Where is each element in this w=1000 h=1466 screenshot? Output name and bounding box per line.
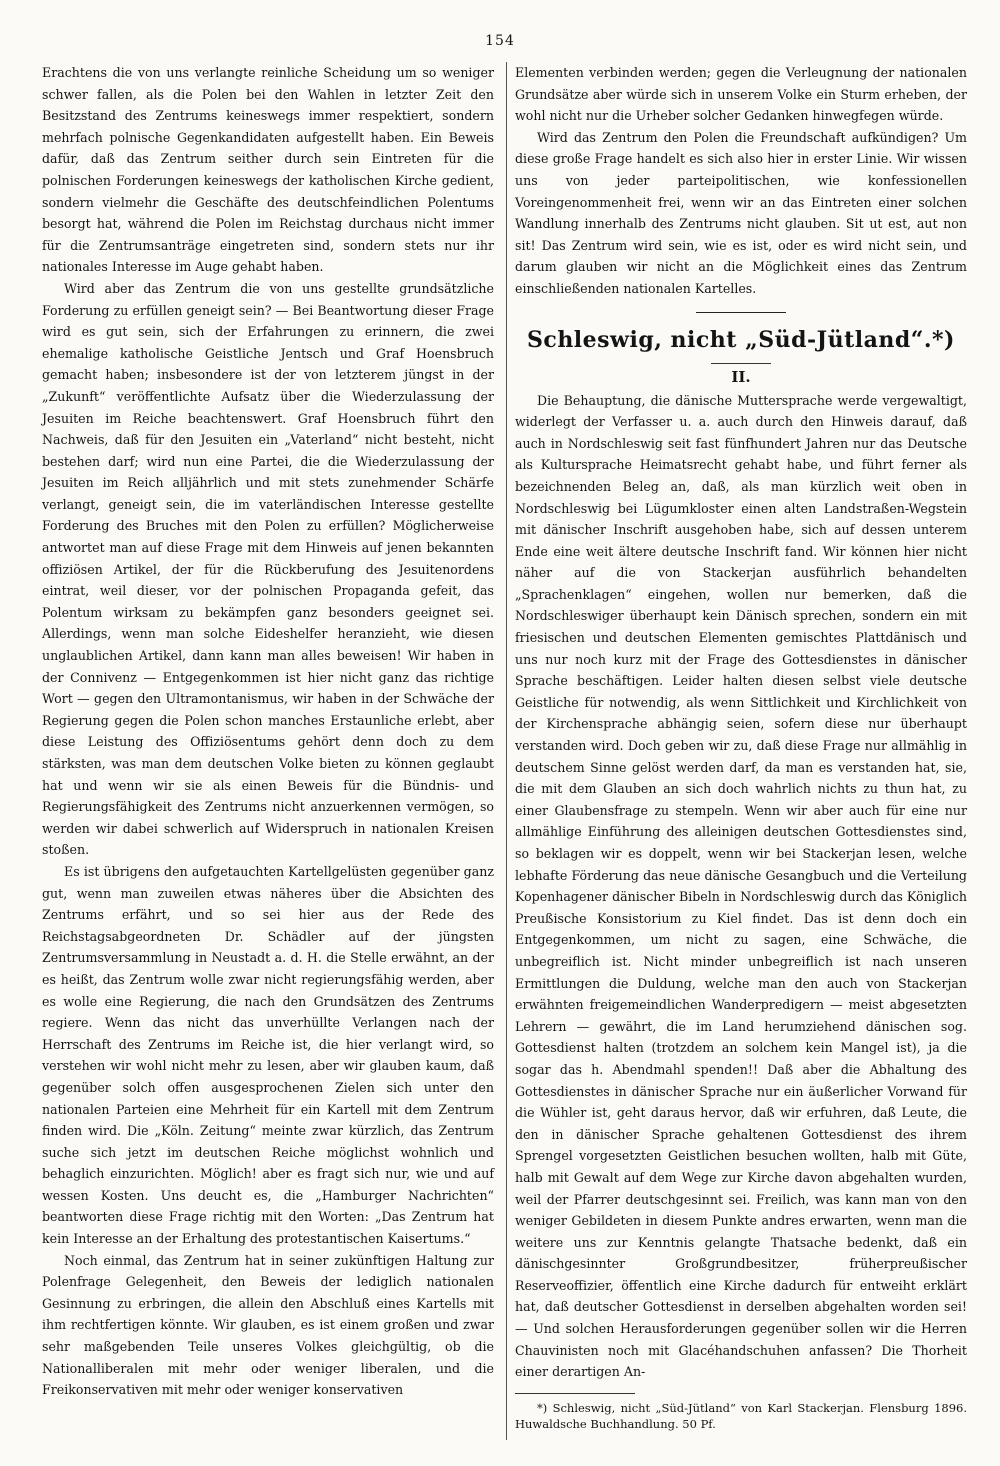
title-rule — [711, 363, 771, 364]
paragraph: Elementen verbinden werden; gegen die Verleugnung der nationalen Grundsätze aber würde sich in unserem Volke ein Sturm erheben, der wohl nicht nur die Urheber solcher Gedanken hinwegfegen würde. — [515, 65, 967, 124]
paragraph: Wird aber das Zentrum die von uns gestellte grundsätzliche Forderung zu erfüllen geneigt sein? — Bei Beantwortung dieser Frage wird es gut sein, sich der Erfahrungen zu erinnern, die zwei ehemalige katholische Geistliche Jentsch und Graf Hoensbruch gemacht haben; insbesondere ist der von letzterem jüngst in der „Zukunft“ veröffentlichte Aufsatz über die Wiederzulassung der Jesuiten im Reiche beachtenswert. Graf Hoensbruch führt den Nachweis, daß für den Jesuiten ein „Vaterland“ nicht besteht, nicht bestehen darf; wird nun eine Partei, die die Wiederzulassung der Jesuiten im Reich alljährlich und mit stets zunehmender Schärfe verlangt, geneigt sein, die im vaterländischen Interesse gestellte Forderung des Bruches mit den Polen zu erfüllen? Möglicherweise antwortet man auf diese Frage mit dem Hinweis auf jenen bekannten offiziösen Artikel, der für die Rückberufung des Jesuitenordens eintrat, weil dieser, vor der polnischen Propaganda gefeit, das Polentum wirksam zu bekämpfen ganz besonders geeignet sei. Allerdings, wenn man solche Eideshelfer heranzieht, wie diesen unglaublichen Artikel, dann kann man alles beweisen! Wir haben in der Connivenz — Entgegenkommen ist hier nicht ganz das richtige Wort — gegen den Ultramontanismus, wir haben in der Schwäche der Regierung gegen die Polen schon manches Erstaunliche erlebt, aber diese Leistung des Offiziösentums gehört denn doch zu dem stärksten, was man dem deutschen Volke bieten zu können geglaubt hat und wenn wir sie als einen Beweis für die Bündnis- und Regierungsfähigkeit des Zentrums nicht anzuerkennen vermögen, so werden wir dabei schwerlich auf Widerspruch in nationalen Kreisen stoßen. — [42, 280, 494, 858]
section-divider — [696, 312, 786, 313]
right-column — [515, 62, 967, 1432]
page-number: 154 — [485, 33, 515, 49]
article-title: Schleswig, nicht „Süd-Jütland“.*) — [527, 326, 955, 353]
paragraph: Wird das Zentrum den Polen die Freundschaft aufkündigen? Um diese große Frage handelt es sich also hier in erster Linie. Wir wissen uns von jeder parteipolitischen, wie konfessionellen Voreingenommenheit frei, wenn wir an das Eintreten einer solchen Wandlung innerhalb des Zentrums nicht glauben. Sit ut est, aut non sit! Das Zentrum wird sein, wie es ist, oder es wird nicht sein, und darum glauben wir nicht an die Möglichkeit eines das Zentrum einschließenden nationalen Kartelles. — [515, 129, 967, 296]
left-column — [42, 62, 494, 1401]
paragraph: Erachtens die von uns verlangte reinliche Scheidung um so weniger schwer fallen, als die Polen bei den Wahlen in letzter Zeit den Besitzstand des Zentrums keineswegs immer respektiert, sondern mehrfach polnische Gegenkandidaten aufgestellt haben. Ein Beweis dafür, daß das Zentrum seither durch sein Eintreten für die polnischen Forderungen keineswegs der katholischen Kirche gedient, sondern vielmehr die Geschäfte des deutschfeindlichen Polentums besorgt hat, während die Polen im Reichstag durchaus nicht immer für die Zentrumsanträge eingetreten sind, sondern stets nur ihr nationales Interesse im Auge gehabt haben. — [42, 65, 494, 275]
footnote: *) Schleswig, nicht „Süd-Jütland“ von Karl Stackerjan. Flensburg 1896. Huwaldsche Buchhandlung. 50 Pf. — [515, 1400, 967, 1431]
column-divider — [506, 62, 507, 1440]
paragraph: Es ist übrigens den aufgetauchten Kartellgelüsten gegenüber ganz gut, wenn man zuweilen etwas näheres über die Absichten des Zentrums erfährt, und so sei hier aus der Rede des Reichstagsabgeordneten Dr. Schädler auf der jüngsten Zentrumsversammlung in Neustadt a. d. H. die Stelle erwähnt, an der es heißt, das Zentrum wolle zwar nicht regierungsfähig werden, aber es wolle eine Regierung, die nach den Grundsätzen des Zentrums regiere. Wenn das nicht das unverhüllte Verlangen nach der Herrschaft des Zentrums im Reiche ist, die hier verlangt wird, so verstehen wir wohl nicht mehr zu lesen, aber wir glauben kaum, daß gegenüber solch offen ausgesprochenen Zielen sich unter den nationalen Parteien eine Mehrheit für ein Kartell mit dem Zentrum finden wird. Die „Köln. Zeitung“ meinte zwar kürzlich, das Zentrum suche sich jetzt im deutschen Reiche möglichst wohnlich und behaglich einzurichten. Möglich! aber es fragt sich nur, wie und auf wessen Kosten. Uns deucht es, die „Hamburger Nachrichten“ beantworten diese Frage richtig mit den Worten: „Das Zentrum hat kein Interesse an der Erhaltung des protestantischen Kaisertums.“ — [42, 863, 494, 1247]
footnote-divider — [515, 1393, 635, 1394]
paragraph: Die Behauptung, die dänische Muttersprache werde vergewaltigt, widerlegt der Verfasser u. a. auch durch den Hinweis darauf, daß auch in Nordschleswig seit fast fünfhundert Jahren nur das Deutsche als Kultursprache Heimatsrecht gehabt habe, und führt ferner als bezeichnenden Beleg an, daß, als man kürzlich weit oben in Nordschleswig bei Lügumkloster einen alten Landstraßen-Wegstein mit dänischer Inschrift ausgehoben habe, sich auf dessen unterem Ende eine weit ältere deutsche Inschrift fand. Wir können hier nicht näher auf die von Stackerjan ausführlich behandelten „Sprachenklagen“ eingehen, wollen nur bemerken, daß die Nordschleswiger überhaupt kein Dänisch sprechen, sondern ein mit friesischen und deutschen Elementen gemischtes Plattdänisch und uns nur noch kurz mit der Frage des Gottesdienstes in dänischer Sprache beschäftigen. Leider halten diesen selbst viele deutsche Geistliche für notwendig, als wenn Sittlichkeit und Kirchlichkeit von der Kirchensprache abhängig seien, sofern diese nur überhaupt verstanden wird. Doch geben wir zu, daß diese Frage nur allmählig in deutschem Sinne gelöst werden darf, da man es verstanden hat, sie, die mit dem Glauben an sich doch wahrlich nichts zu thun hat, zu einer Glaubensfrage zu stempeln. Wenn wir aber auch für eine nur allmählige Einführung des alleinigen deutschen Gottesdienstes sind, so beklagen wir es doppelt, wenn wir bei Stackerjan lesen, welche lebhafte Förderung das neue dänische Gesangbuch und die Verteilung Kopenhagener dänischer Bibeln in Nordschleswig durch das Königlich Preußische Konsistorium zu Kiel findet. Das ist denn doch ein Entgegenkommen, um nicht zu sagen, eine Schwäche, die unbegreiflich ist. Nicht minder unbegreiflich ist nach unseren Ermittlungen die Duldung, welche man den auch von Stackerjan erwähnten freigemeindlichen Wanderpredigern — meist abgesetzten Lehrern — gewährt, die im Land herumziehend dänischen sog. Gottesdienst halten (trotzdem an solchem kein Mangel ist), ja die sogar das h. Abendmahl spenden!! Daß aber die Abhaltung des Gottesdienstes in dänischer Sprache nur ein äußerlicher Vorwand für die Wühler ist, geht daraus hervor, daß wir erfuhren, daß Leute, die den in dänischer Sprache gehaltenen Gottesdienst des ihrem Sprengel vorgesetzten Geistlichen besuchen wollten, halb mit Güte, halb mit Gewalt auf dem Wege zur Kirche davon abgehalten wurden, weil der Pfarrer deutschgesinnt sei. Freilich, was kann man von den weniger Gebildeten in diesem Punkte andres erwarten, wenn man die weitere uns zur Kenntnis gelangte Thatsache bedenkt, daß ein dänischgesinnter Großgrundbesitzer, früherpreußischer Reserveoffizier, öffentlich eine Kirche dadurch für entweiht erklärt hat, daß deutscher Gottesdienst in derselben abgehalten worden sei! — Und solchen Herausforderungen gegenüber sollen wir die Herren Chauvinisten noch mit Glacéhandschuhen anfassen? Die Thorheit einer derartigen An- — [515, 392, 967, 1380]
part-number: II. — [731, 367, 751, 386]
paragraph: Noch einmal, das Zentrum hat in seiner zukünftigen Haltung zur Polenfrage Gelegenheit, den Beweis der lediglich nationalen Gesinnung zu erbringen, die allein den Abschluß eines Kartells mit ihm rechtfertigen könnte. Wir glauben, es ist einem großen und zwar sehr maßgebenden Teile unseres Volkes gleichgültig, ob die Nationalliberalen mit mehr oder weniger liberalen, und die Freikonservativen mit mehr oder weniger konservativen — [42, 1252, 494, 1398]
